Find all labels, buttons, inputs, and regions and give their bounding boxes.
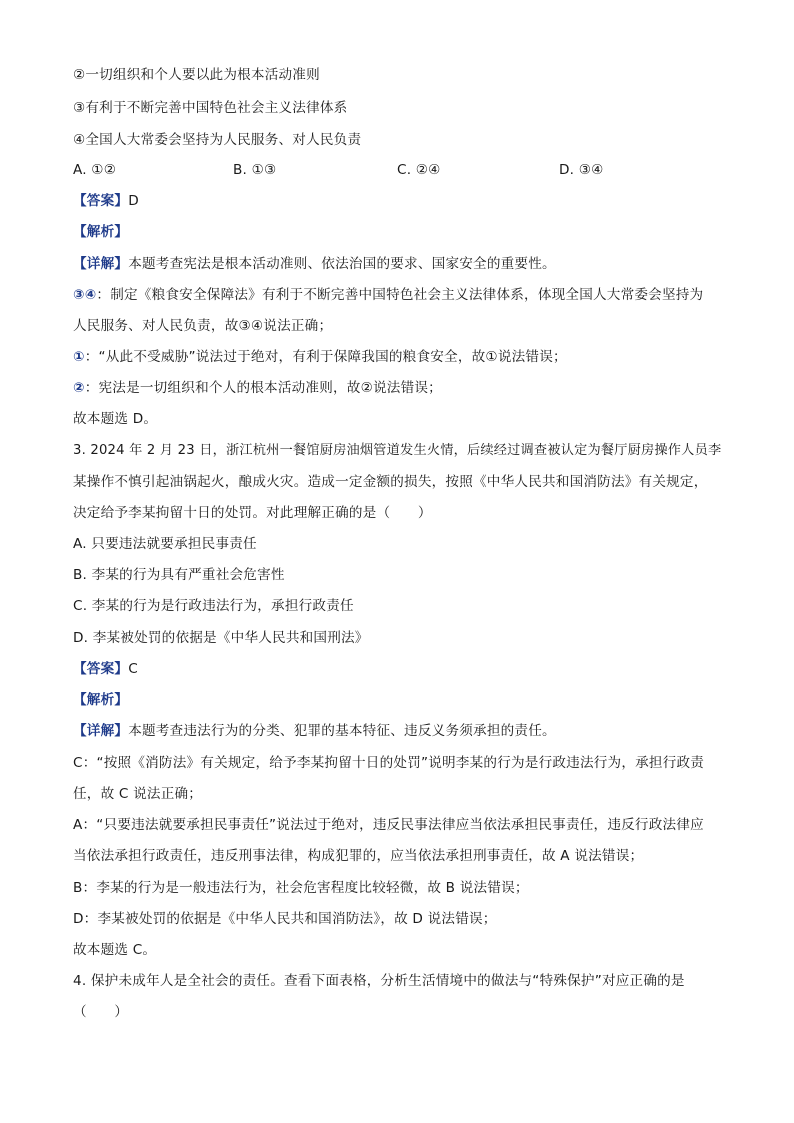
analysis-heading-q3 (73, 691, 724, 709)
analysis-tag: 【解析】 (73, 692, 129, 708)
answer-line-q3 (73, 660, 724, 678)
question-3-line-1: 3. 2024 年 2 月 23 日，浙江杭州一餐馆厨房油烟管道发生火情，后续经过调查被认定为餐厅厨房操作人员李 (73, 443, 722, 458)
explanation-q3-c2a: A：“只要违法就要承担民事责任”说法过于绝对，违反民事法律应当依法承担民事责任，违反行政法律应 (73, 817, 704, 833)
answer-tag: 【答案】 (73, 193, 129, 209)
point-text: ：宪法是一切组织和个人的根本活动准则，故②说法错误； (84, 380, 442, 396)
analysis-tag: 【解析】 (73, 224, 129, 240)
explanation-q2-p1b: 人民服务、对人民负责，故③④说法正确； (73, 318, 333, 334)
choice-b: B. ①③ (233, 162, 277, 178)
question-3-line-2: 某操作不慎引起油锅起火，酿成火灾。造成一定金额的损失，按照《中华人民共和国消防法》有关规定， (73, 474, 708, 490)
detail-text: 本题考查违法行为的分类、犯罪的基本特征、违反义务须承担的责任。 (128, 723, 556, 739)
explanation-q3-c4: D：李某被处罚的依据是《中华人民共和国消防法》，故 D 说法错误； (73, 911, 497, 927)
point-tag: ③④ (73, 287, 97, 303)
detail-line-q3 (73, 722, 724, 740)
statement-3: ③有利于不断完善中国特色社会主义法律体系 (73, 100, 348, 116)
detail-tag: 【详解】 (73, 256, 129, 272)
point-tag: ① (73, 349, 85, 365)
explanation-q3-c1b: 任，故 C 说法正确； (73, 786, 203, 802)
explanation-q3-c2b: 当依法承担行政责任，违反刑事法律，构成犯罪的，应当依法承担刑事责任，故 A 说法错误； (73, 848, 644, 864)
point-tag: ② (73, 380, 85, 396)
detail-tag: 【详解】 (73, 723, 129, 739)
question-3-line-3: 决定给予李某拘留十日的处罚。对此理解正确的是（ ） (73, 505, 432, 521)
explanation-q2-p2 (73, 348, 724, 366)
choice-d: D. ③④ (559, 162, 604, 178)
answer-value: D (128, 193, 139, 209)
explanation-q3-c1a: C：“按照《消防法》有关规定，给予李某拘留十日的处罚”说明李某的行为是行政违法行为，承担行政责 (73, 755, 705, 771)
conclusion-q2: 故本题选 D。 (73, 411, 158, 427)
answer-line-q2 (73, 192, 724, 210)
choice-c: C. ②④ (397, 162, 441, 178)
explanation-q2-p1a (73, 286, 724, 304)
analysis-heading-q2 (73, 223, 724, 241)
statement-2: ②一切组织和个人要以此为根本活动准则 (73, 67, 320, 83)
q3-option-d: D. 李某被处罚的依据是《中华人民共和国刑法》 (73, 630, 369, 646)
point-text: ：制定《粮食安全保障法》有利于不断完善中国特色社会主义法律体系，体现全国人大常委会坚持为 (96, 287, 704, 303)
point-text: ：“从此不受威胁”说法过于绝对，有利于保障我国的粮食安全，故①说法错误； (84, 349, 567, 365)
choice-a: A. ①② (73, 162, 117, 178)
detail-line-q2 (73, 255, 724, 273)
q3-option-a: A. 只要违法就要承担民事责任 (73, 536, 257, 552)
answer-tag: 【答案】 (73, 661, 129, 677)
explanation-q3-c3: B：李某的行为是一般违法行为，社会危害程度比较轻微，故 B 说法错误； (73, 880, 529, 896)
detail-text: 本题考查宪法是根本活动准则、依法治国的要求、国家安全的重要性。 (128, 256, 556, 272)
answer-value: C (128, 661, 138, 677)
q3-option-b: B. 李某的行为具有严重社会危害性 (73, 567, 285, 583)
question-4-line-2: （ ） (73, 1004, 129, 1020)
statement-4: ④全国人大常委会坚持为人民服务、对人民负责 (73, 132, 362, 148)
conclusion-q3: 故本题选 C。 (73, 942, 157, 958)
question-4-line-1: 4. 保护未成年人是全社会的责任。查看下面表格，分析生活情境中的做法与“特殊保护”对应正确的是 (73, 973, 685, 989)
explanation-q2-p3 (73, 379, 724, 397)
q3-option-c: C. 李某的行为是行政违法行为，承担行政责任 (73, 598, 354, 614)
